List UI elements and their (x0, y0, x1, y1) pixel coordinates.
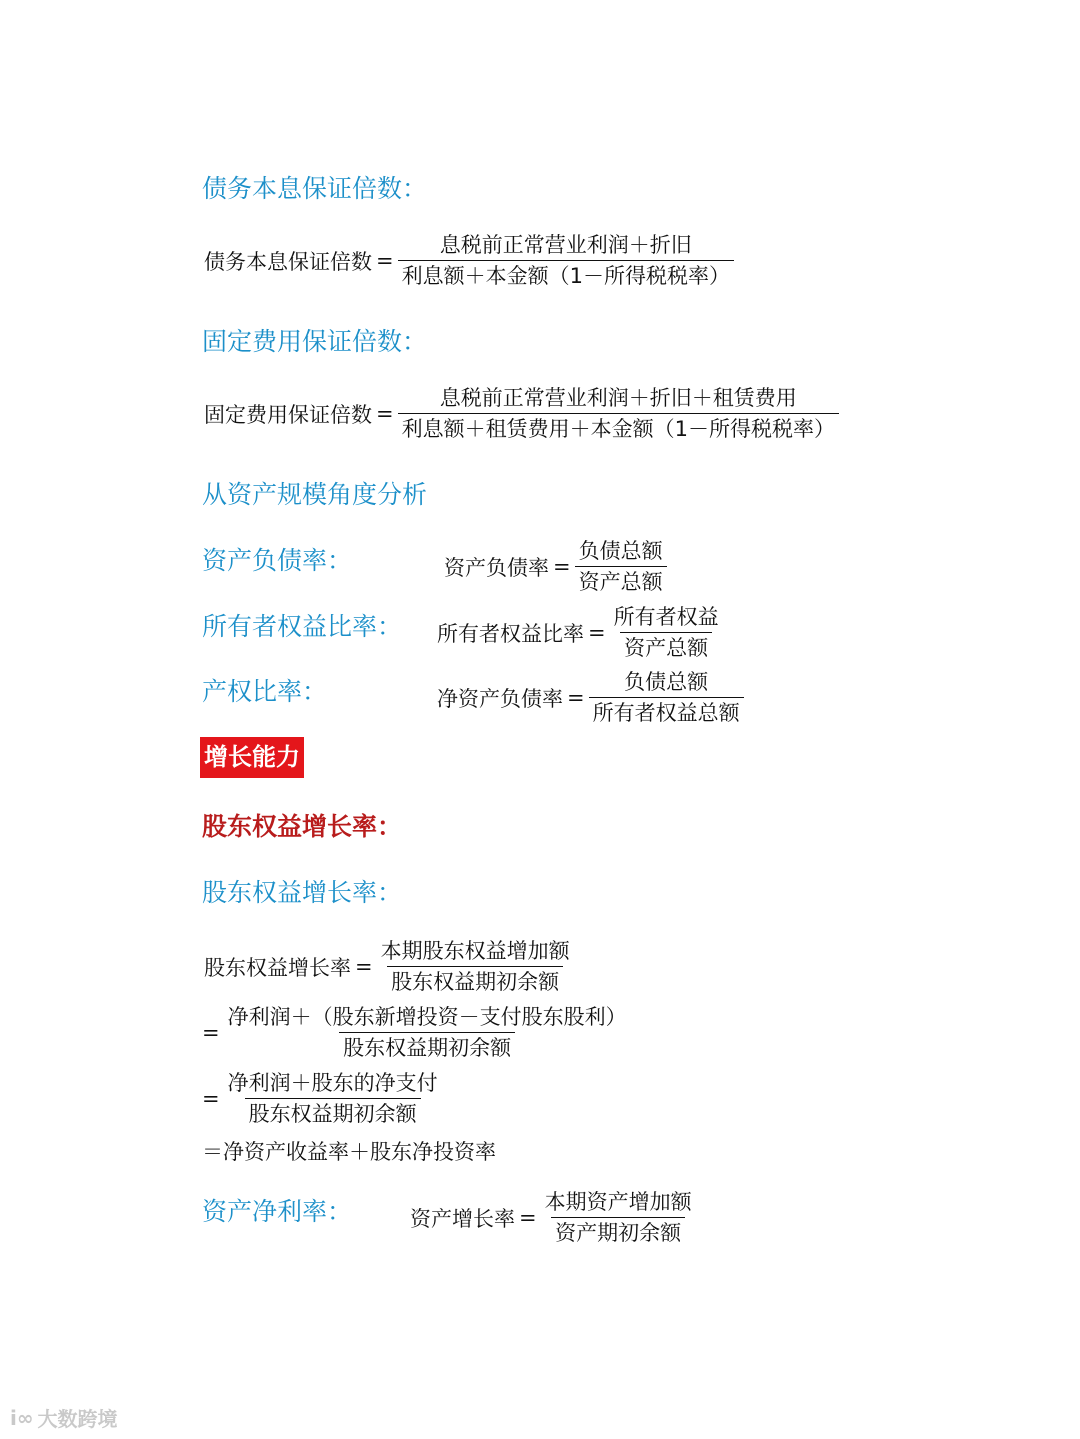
fraction (575, 538, 667, 595)
fraction (610, 604, 723, 661)
denominator: 利息额＋租赁费用＋本金额（1－所得税税率） (398, 413, 839, 442)
asset-scale-heading: 从资产规模角度分析 (202, 480, 428, 509)
denominator: 所有者权益总额 (589, 697, 744, 726)
numerator: 息税前正常营业利润＋折旧＋租赁费用 (439, 386, 797, 410)
numerator: 所有者权益 (613, 605, 719, 629)
debt-ratio-heading: 资产负债率： (202, 546, 353, 575)
fraction (398, 232, 734, 289)
denominator: 资产总额 (620, 632, 712, 661)
equity-growth-formula-line1 (204, 938, 574, 995)
formula-lhs: 资产增长率 (410, 1206, 515, 1231)
equals-sign: = (553, 554, 571, 579)
property-ratio-heading: 产权比率： (202, 677, 328, 706)
equity-ratio-formula (437, 604, 723, 661)
watermark-text: 大数跨境 (37, 1407, 118, 1431)
fraction (377, 938, 574, 995)
asset-net-rate-heading: 资产净利率： (202, 1197, 353, 1226)
fraction (589, 669, 744, 726)
formula-lhs: 固定费用保证倍数 (204, 402, 372, 427)
fixed-charge-formula (204, 385, 839, 442)
equity-ratio-heading: 所有者权益比率： (202, 612, 403, 641)
numerator: 本期资产增加额 (544, 1190, 692, 1214)
watermark-logo-icon: i∞ (10, 1405, 34, 1430)
denominator: 股东权益期初余额 (387, 966, 563, 995)
numerator: 负债总额 (578, 539, 663, 563)
debt-service-heading: 债务本息保证倍数： (202, 174, 428, 203)
asset-growth-formula (410, 1189, 696, 1246)
equals-sign: = (202, 1086, 220, 1111)
watermark (10, 1403, 118, 1432)
fraction (224, 1070, 442, 1127)
debt-ratio-formula (444, 538, 667, 595)
formula-lhs: 所有者权益比率 (437, 621, 584, 646)
equals-sign: = (588, 620, 606, 645)
fraction (398, 385, 839, 442)
numerator: 本期股东权益增加额 (380, 939, 570, 963)
equity-growth-heading: 股东权益增长率： (202, 878, 403, 907)
numerator: 净利润＋（股东新增投资－支付股东股利） (227, 1005, 627, 1029)
fraction (541, 1189, 696, 1246)
formula-lhs: 净资产负债率 (437, 686, 563, 711)
equals-sign: = (567, 685, 585, 710)
equals-sign: = (376, 401, 394, 426)
debt-service-formula (204, 232, 734, 289)
denominator: 股东权益期初余额 (339, 1032, 515, 1061)
denominator: 利息额＋本金额（1－所得税税率） (398, 260, 734, 289)
formula-lhs: 债务本息保证倍数 (204, 249, 372, 274)
property-ratio-formula (437, 669, 744, 726)
equity-growth-formula-line4: ＝净资产收益率＋股东净投资率 (202, 1140, 496, 1164)
denominator: 资产期初余额 (551, 1217, 685, 1246)
fraction (224, 1004, 631, 1061)
equity-growth-formula-line3 (202, 1070, 442, 1127)
formula-lhs: 股东权益增长率 (204, 955, 351, 980)
growth-ability-badge: 增长能力 (200, 737, 304, 778)
numerator: 净利润＋股东的净支付 (227, 1071, 438, 1095)
denominator: 股东权益期初余额 (245, 1098, 421, 1127)
equity-growth-formula-line2 (202, 1004, 631, 1061)
equals-sign: = (519, 1205, 537, 1230)
numerator: 负债总额 (624, 670, 709, 694)
equity-growth-red-heading: 股东权益增长率： (202, 812, 403, 841)
equals-sign: = (355, 954, 373, 979)
numerator: 息税前正常营业利润＋折旧 (439, 233, 692, 257)
equals-sign: = (202, 1020, 220, 1045)
formula-lhs: 资产负债率 (444, 555, 549, 580)
denominator: 资产总额 (575, 566, 667, 595)
fixed-charge-heading: 固定费用保证倍数： (202, 327, 428, 356)
equals-sign: = (376, 248, 394, 273)
